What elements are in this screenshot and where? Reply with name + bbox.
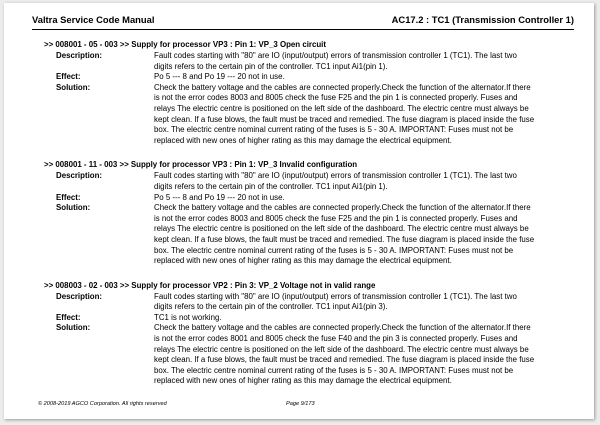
- solution-label: [44, 355, 154, 366]
- solution-label: Solution:: [56, 203, 91, 213]
- copyright-notice: © 2008-2019 AGCO Corporation. All rights reserved: [38, 401, 167, 407]
- solution-text-line: relays The electric centre is positioned on the left side of the dashboard. The electric centre must always be: [154, 103, 529, 113]
- document-page: [4, 3, 594, 419]
- page-footer: [38, 401, 558, 407]
- description-row: [44, 51, 574, 62]
- solution-label: [44, 376, 154, 387]
- effect-row: [44, 313, 574, 324]
- solution-text-line: is not the error codes 8001 and 8005 check the fuse F40 and the pin 3 is connected properly. Fuses and: [154, 334, 518, 344]
- fault-code-section: [44, 160, 574, 266]
- solution-text-line: relays The electric centre is positioned on the left side of the dashboard. The electric centre must always be: [154, 344, 529, 354]
- manual-title: Valtra Service Code Manual: [32, 14, 155, 25]
- solution-label: [44, 235, 154, 246]
- solution-label: [44, 104, 154, 115]
- description-text-line: digits refers to the certain pin of the controller. TC1 input Ai1(pin 3).: [154, 302, 388, 312]
- solution-text-line: Check the battery voltage and the cables are connected properly.Check the function of the alternator.If there: [154, 203, 531, 213]
- solution-label: [44, 366, 154, 377]
- description-row: [44, 182, 574, 193]
- solution-row: [44, 136, 574, 147]
- description-row: [44, 292, 574, 303]
- description-row: [44, 62, 574, 73]
- solution-label: [44, 334, 154, 345]
- description-text-line: digits refers to the certain pin of the controller. TC1 input Ai1(pin 1).: [154, 181, 388, 191]
- effect-text-line: Po 5 --- 8 and Po 19 --- 20 not in use.: [154, 192, 285, 202]
- solution-text-line: box. The electric centre nominal current rating of the fuses is 5 - 30 A. IMPORTANT: Fuses must not be: [154, 365, 514, 375]
- solution-label: [44, 256, 154, 267]
- solution-label: [44, 224, 154, 235]
- solution-label: Solution:: [56, 323, 91, 333]
- solution-label: [44, 125, 154, 136]
- solution-row: [44, 203, 574, 214]
- solution-row: [44, 256, 574, 267]
- fault-code-title: >> 008001 - 05 - 003 >> Supply for processor VP3 : Pin 1: VP_3 Open circuit: [44, 40, 326, 49]
- solution-text-line: is not the error codes 8003 and 8005 check the fuse F25 and the pin 1 is connected properly. Fuses and: [154, 213, 518, 223]
- solution-row: [44, 93, 574, 104]
- solution-label: [44, 115, 154, 126]
- solution-text-line: replaced with new ones of higher rating as this may damage the electrical equipment.: [154, 256, 452, 266]
- solution-row: [44, 246, 574, 257]
- description-text-line: Fault codes starting with "80" are IO (input/output) errors of transmission controller 1 (TC1). The last two: [154, 51, 517, 60]
- description-label: [44, 302, 154, 313]
- fault-code-title: >> 008001 - 11 - 003 >> Supply for processor VP3 : Pin 1: VP_3 Invalid configuration: [44, 160, 358, 170]
- page-header: [32, 13, 574, 30]
- solution-row: [44, 366, 574, 377]
- effect-text-line: Po 5 --- 8 and Po 19 --- 20 not in use.: [154, 72, 285, 82]
- solution-text-line: relays The electric centre is positioned on the left side of the dashboard. The electric centre must always be: [154, 224, 529, 234]
- solution-label: [44, 136, 154, 147]
- description-label: Description:: [56, 171, 103, 181]
- effect-text-line: TC1 is not working.: [154, 312, 222, 322]
- effect-label: Effect:: [56, 192, 81, 202]
- solution-row: [44, 125, 574, 136]
- solution-row: [44, 115, 574, 126]
- solution-row: [44, 83, 574, 94]
- solution-text-line: replaced with new ones of higher rating as this may damage the electrical equipment.: [154, 376, 452, 386]
- effect-row: [44, 193, 574, 204]
- page-number: Page 9/173: [286, 401, 315, 407]
- solution-row: [44, 345, 574, 356]
- description-text-line: Fault codes starting with "80" are IO (input/output) errors of transmission controller 1 (TC1). The last two: [154, 171, 517, 181]
- solution-label: [44, 246, 154, 257]
- description-label: Description:: [56, 291, 103, 301]
- description-row: [44, 171, 574, 182]
- solution-text-line: Check the battery voltage and the cables are connected properly.Check the function of the alternator.If there: [154, 323, 531, 333]
- solution-text-line: box. The electric centre nominal current rating of the fuses is 5 - 30 A. IMPORTANT: Fuses must not be: [154, 245, 514, 255]
- description-label: Description:: [56, 51, 103, 60]
- solution-row: [44, 224, 574, 235]
- solution-label: [44, 214, 154, 225]
- fault-code-sections: [44, 40, 574, 401]
- description-text-line: Fault codes starting with "80" are IO (input/output) errors of transmission controller 1 (TC1). The last two: [154, 291, 517, 301]
- effect-row: [44, 72, 574, 83]
- solution-row: [44, 355, 574, 366]
- description-row: [44, 302, 574, 313]
- solution-label: Solution:: [56, 82, 91, 92]
- description-label: [44, 62, 154, 73]
- solution-text-line: box. The electric centre nominal current rating of the fuses is 5 - 30 A. IMPORTANT: Fuses must not be: [154, 125, 514, 135]
- solution-row: [44, 334, 574, 345]
- section-title: AC17.2 : TC1 (Transmission Controller 1): [391, 14, 574, 25]
- solution-row: [44, 323, 574, 334]
- solution-label: [44, 93, 154, 104]
- solution-label: [44, 345, 154, 356]
- fault-code-section: [44, 281, 574, 387]
- effect-label: Effect:: [56, 312, 81, 322]
- fault-code-title: >> 008003 - 02 - 003 >> Supply for processor VP2 : Pin 3: VP_2 Voltage not in valid range: [44, 280, 376, 290]
- solution-text-line: kept clean. If a fuse blows, the fault must be traced and remedied. The fuse diagram is placed inside the fuse: [154, 355, 535, 365]
- solution-text-line: kept clean. If a fuse blows, the fault must be traced and remedied. The fuse diagram is placed inside the fuse: [154, 234, 535, 244]
- description-text-line: digits refers to the certain pin of the controller. TC1 input Ai1(pin 1).: [154, 61, 388, 71]
- solution-row: [44, 376, 574, 387]
- fault-code-section: [44, 40, 574, 146]
- solution-text-line: Check the battery voltage and the cables are connected properly.Check the function of the alternator.If there: [154, 82, 531, 92]
- description-label: [44, 182, 154, 193]
- effect-label: Effect:: [56, 72, 81, 82]
- solution-text-line: kept clean. If a fuse blows, the fault must be traced and remedied. The fuse diagram is placed inside the fuse: [154, 114, 535, 124]
- solution-text-line: is not the error codes 8003 and 8005 check the fuse F25 and the pin 1 is connected properly. Fuses and: [154, 93, 518, 103]
- solution-row: [44, 104, 574, 115]
- solution-text-line: replaced with new ones of higher rating as this may damage the electrical equipment.: [154, 135, 452, 145]
- solution-row: [44, 214, 574, 225]
- solution-row: [44, 235, 574, 246]
